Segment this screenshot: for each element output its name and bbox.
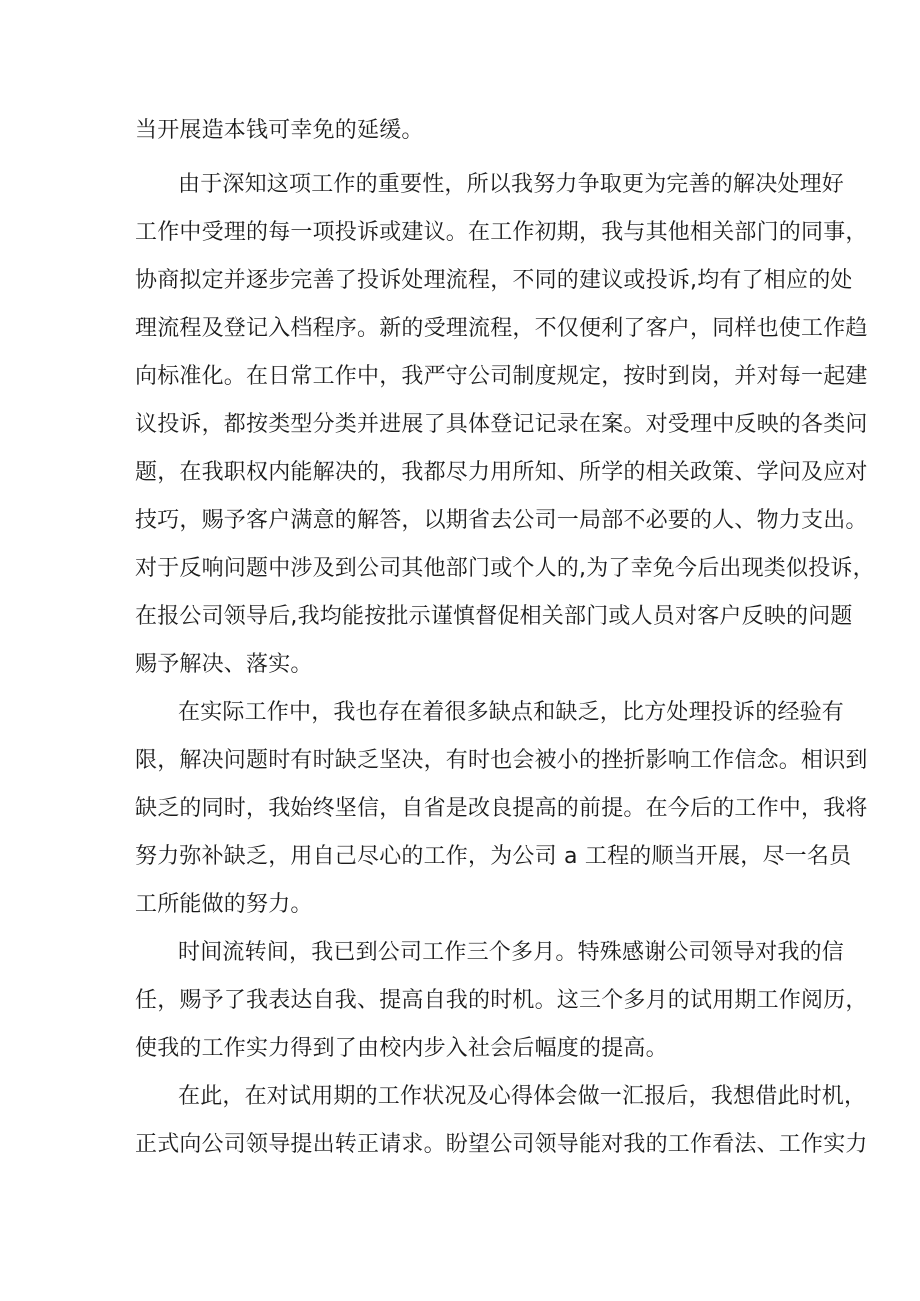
- text-line: 缺乏的同时，我始终坚信，自省是改良提高的前提。在今后的工作中，我将: [135, 796, 868, 821]
- text-line: 理流程及登记入档程序。新的受理流程，不仅便利了客户，同样也使工作趋: [135, 316, 868, 341]
- paragraph-first-line: 时间流转间，我已到公司工作三个多月。特殊感谢公司领导对我的信: [178, 940, 845, 965]
- text-line: 限，解决问题时有时缺乏坚决，有时也会被小的挫折影响工作信念。相识到: [135, 748, 868, 773]
- text-line: 对于反响问题中涉及到公司其他部门或个人的,为了幸免今后出现类似投诉，: [135, 556, 875, 581]
- text-line: 当开展造本钱可幸免的延缓。: [135, 118, 424, 143]
- text-line: 赐予解决、落实。: [135, 652, 313, 677]
- text-line: 在报公司领导后,我均能按批示谨慎督促相关部门或人员对客户反映的问题: [135, 604, 853, 629]
- text-line: 技巧，赐予客户满意的解答，以期省去公司一局部不必要的人、物力支出。: [135, 508, 868, 533]
- text-line: 任，赐予了我表达自我、提高自我的时机。这三个多月的试用期工作阅历，: [135, 988, 868, 1013]
- paragraph-first-line: 在实际工作中，我也存在着很多缺点和缺乏，比方处理投诉的经验有: [178, 700, 845, 725]
- paragraph-first-line: 在此，在对试用期的工作状况及心得体会做一汇报后，我想借此时机，: [178, 1084, 867, 1109]
- text-line: 努力弥补缺乏，用自己尽心的工作，为公司 a 工程的顺当开展，尽一名员: [135, 844, 852, 869]
- paragraph-first-line: 由于深知这项工作的重要性，所以我努力争取更为完善的解决处理好: [178, 172, 845, 197]
- text-line: 工作中受理的每一项投诉或建议。在工作初期，我与其他相关部门的同事，: [135, 220, 868, 245]
- text-line: 向标准化。在日常工作中，我严守公司制度规定，按时到岗，并对每一起建: [135, 364, 868, 389]
- text-line: 工所能做的努力。: [135, 892, 313, 917]
- text-line: 使我的工作实力得到了由校内步入社会后幅度的提高。: [135, 1036, 668, 1061]
- text-line: 协商拟定并逐步完善了投诉处理流程，不同的建议或投诉,均有了相应的处: [135, 268, 853, 293]
- text-line: 正式向公司领导提出转正请求。盼望公司领导能对我的工作看法、工作实力: [135, 1132, 868, 1157]
- text-line: 议投诉，都按类型分类并进展了具体登记记录在案。对受理中反映的各类问: [135, 412, 868, 437]
- text-line: 题，在我职权内能解决的，我都尽力用所知、所学的相关政策、学问及应对: [135, 460, 868, 485]
